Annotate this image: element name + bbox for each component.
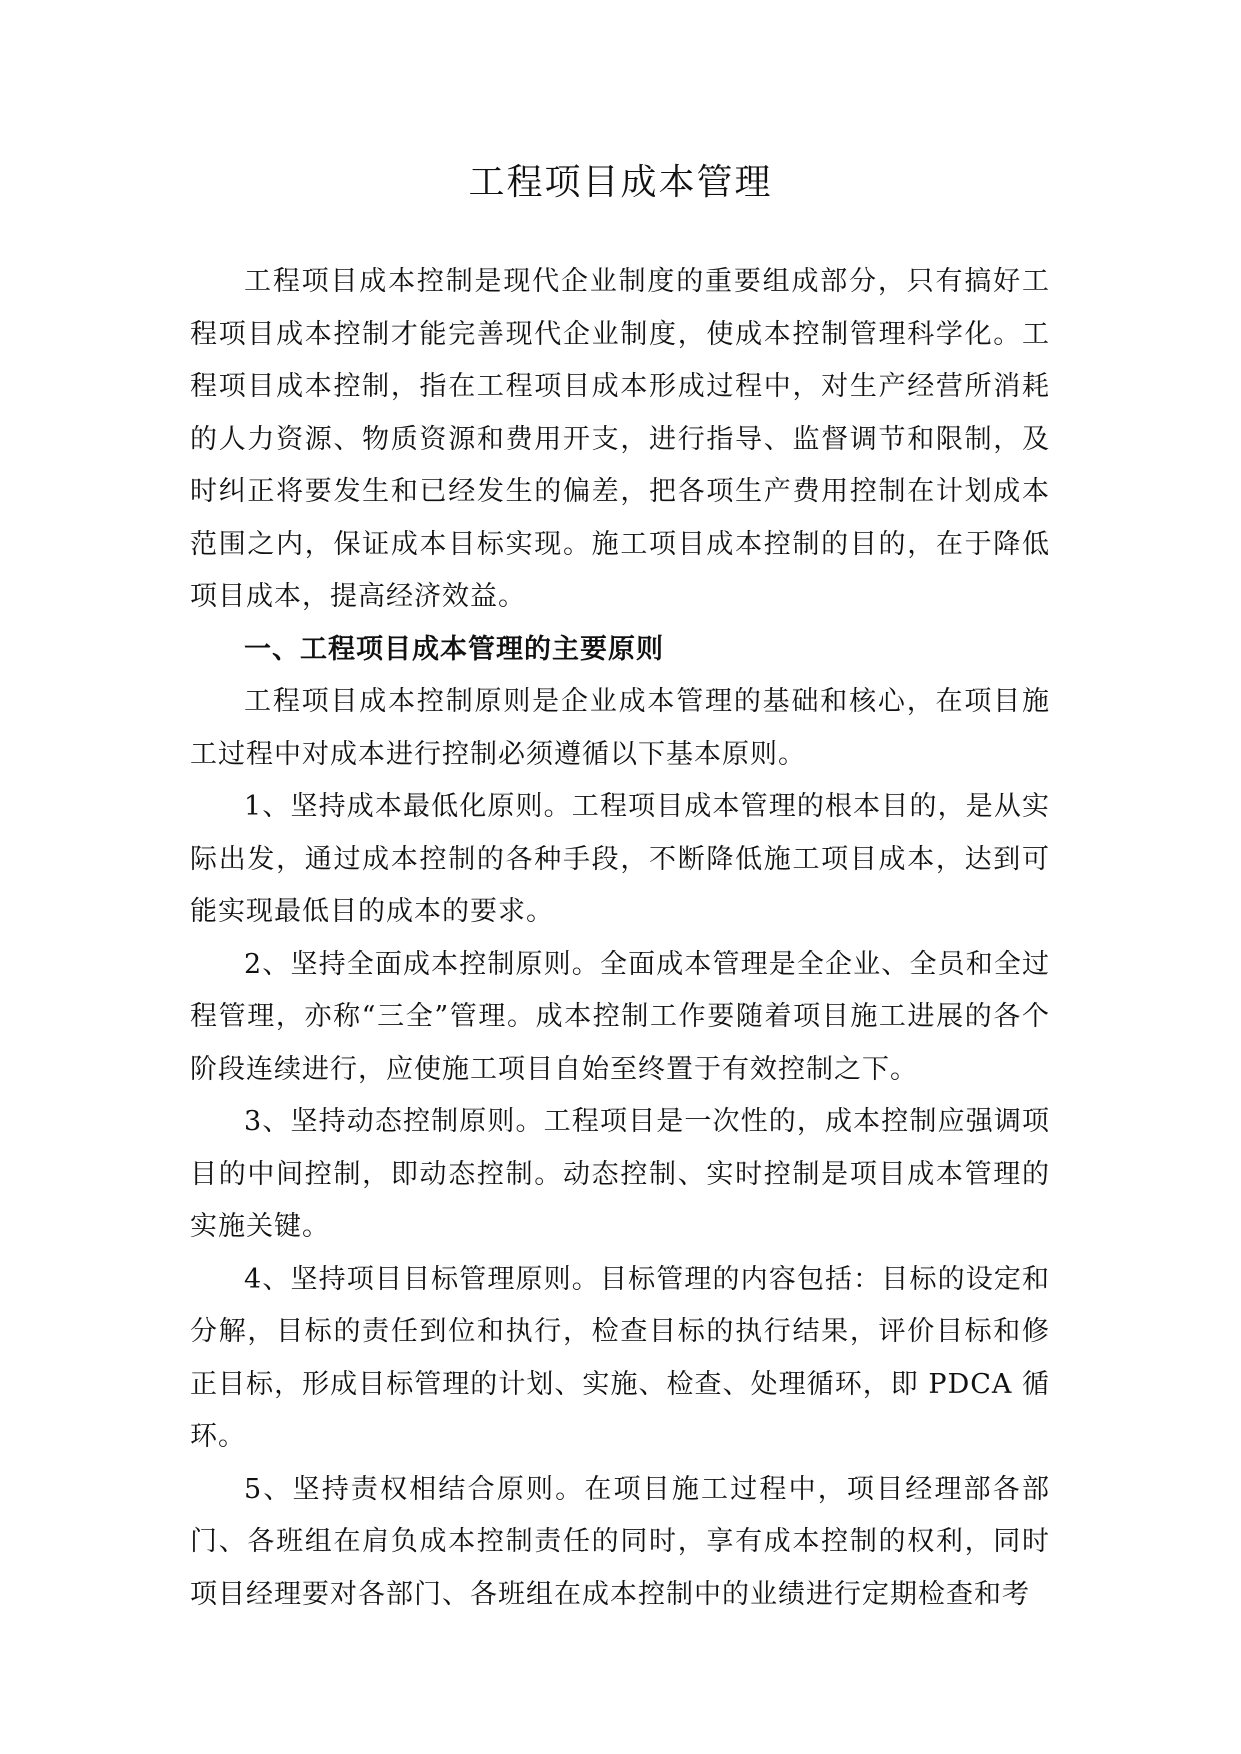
principle-item-2: 2、坚持全面成本控制原则。全面成本管理是全企业、全员和全过程管理，亦称“三全”管理。成本控制工作要随着项目施工进展的各个阶段连续进行，应使施工项目自始至终置于有效控制之下。 bbox=[190, 948, 1050, 1085]
document-title: 工程项目成本管理 bbox=[468, 162, 773, 203]
principle-item-3: 3、坚持动态控制原则。工程项目是一次性的，成本控制应强调项目的中间控制，即动态控制。动态控制、实时控制是项目成本管理的实施关键。 bbox=[190, 1106, 1050, 1242]
section-intro-paragraph: 工程项目成本控制原则是企业成本管理的基础和核心，在项目施工过程中对成本进行控制必须遵循以下基本原则。 bbox=[190, 686, 1050, 770]
document-body bbox=[190, 256, 1050, 1621]
principle-item-5: 5、坚持责权相结合原则。在项目施工过程中，项目经理部各部门、各班组在肩负成本控制责任的同时，享有成本控制的权利，同时项目经理要对各部门、各班组在成本控制中的业绩进行定期检查和考 bbox=[190, 1473, 1050, 1610]
principle-item-4: 4、坚持项目目标管理原则。目标管理的内容包括：目标的设定和分解，目标的责任到位和执行，检查目标的执行结果，评价目标和修正目标，形成目标管理的计划、实施、检查、处理循环，即 PDCA 循环。 bbox=[190, 1263, 1050, 1452]
principle-item-1: 1、坚持成本最低化原则。工程项目成本管理的根本目的，是从实际出发，通过成本控制的各种手段，不断降低施工项目成本，达到可能实现最低目的成本的要求。 bbox=[190, 791, 1050, 927]
section-heading: 一、工程项目成本管理的主要原则 bbox=[244, 633, 664, 665]
intro-paragraph: 工程项目成本控制是现代企业制度的重要组成部分，只有搞好工程项目成本控制才能完善现代企业制度，使成本控制管理科学化。工程项目成本控制，指在工程项目成本形成过程中，对生产经营所消耗的人力资源、物质资源和费用开支，进行指导、监督调节和限制，及时纠正将要发生和已经发生的偏差，把各项生产费用控制在计划成本范围之内，保证成本目标实现。施工项目成本控制的目的，在于降低项目成本，提高经济效益。 bbox=[190, 266, 1050, 612]
